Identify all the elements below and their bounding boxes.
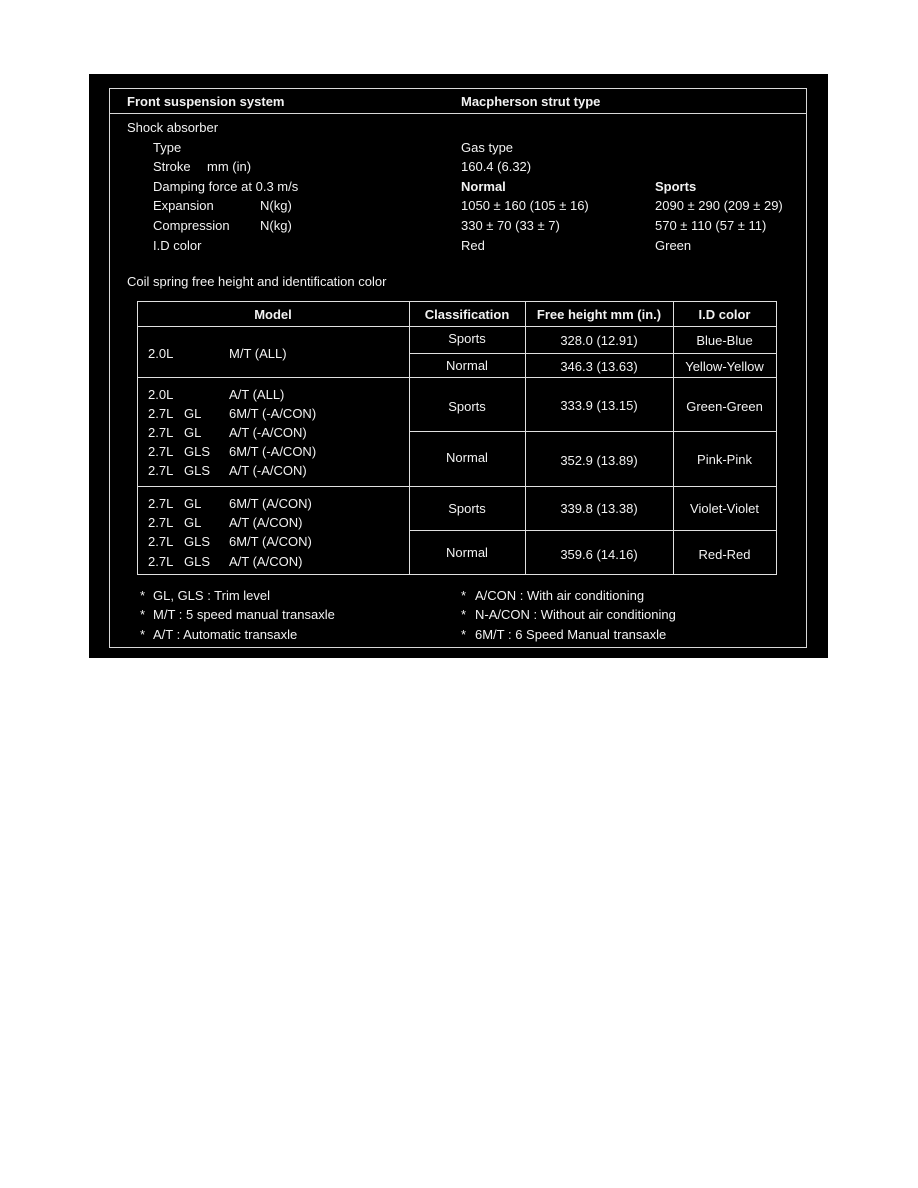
id-color-sports: Green	[655, 238, 692, 253]
model-trim: GLS	[184, 554, 211, 569]
model-engine: 2.7L	[148, 444, 174, 459]
compression-label: Compression	[153, 218, 230, 233]
damping-label: Damping force at 0.3 m/s	[153, 179, 299, 194]
note-bullet: *	[461, 627, 467, 642]
table-border-right	[776, 301, 777, 575]
model-transaxle: 6M/T (-A/CON)	[229, 444, 317, 459]
id-color-label: I.D color	[153, 238, 202, 253]
model-transaxle: M/T (ALL)	[229, 346, 287, 361]
model-engine: 2.7L	[148, 534, 174, 549]
id-color-normal: Red	[461, 238, 485, 253]
id-color-cell: Pink-Pink	[697, 452, 752, 467]
model-engine: 2.7L	[148, 425, 174, 440]
free-height-cell: 352.9 (13.89)	[560, 453, 638, 468]
table-border-top	[137, 301, 777, 302]
model-transaxle: 6M/T (A/CON)	[229, 496, 312, 511]
table-group-divider	[137, 486, 777, 487]
col-header-model: Model	[254, 307, 292, 322]
model-trim: GL	[184, 406, 202, 421]
note-bullet: *	[461, 588, 467, 603]
stroke-value: 160.4 (6.32)	[461, 159, 532, 174]
note-text: 6M/T : 6 Speed Manual transaxle	[475, 627, 667, 642]
free-height-cell: 333.9 (13.15)	[560, 398, 638, 413]
coil-title: Coil spring free height and identification color	[127, 274, 387, 289]
note-text: N-A/CON : Without air conditioning	[475, 607, 676, 622]
model-trim: GL	[184, 496, 202, 511]
note-text: A/CON : With air conditioning	[475, 588, 645, 603]
stroke-unit: mm (in)	[207, 159, 252, 174]
free-height-cell: 339.8 (13.38)	[560, 501, 638, 516]
table-border-left	[137, 301, 138, 575]
model-trim: GL	[184, 515, 202, 530]
note-text: M/T : 5 speed manual transaxle	[153, 607, 335, 622]
model-transaxle: A/T (ALL)	[229, 387, 285, 402]
table-border-bottom	[137, 574, 777, 575]
note-bullet: *	[461, 607, 467, 622]
classification-cell: Sports	[448, 331, 486, 346]
model-transaxle: A/T (-A/CON)	[229, 463, 307, 478]
header-system: Front suspension system	[127, 94, 285, 109]
model-engine: 2.0L	[148, 346, 174, 361]
model-engine: 2.0L	[148, 387, 174, 402]
note-text: A/T : Automatic transaxle	[153, 627, 298, 642]
stroke-label: Stroke	[153, 159, 191, 174]
classification-cell: Normal	[446, 545, 488, 560]
table-row-divider	[409, 530, 777, 531]
model-engine: 2.7L	[148, 554, 174, 569]
id-color-cell: Red-Red	[698, 547, 751, 562]
type-value: Gas type	[461, 140, 514, 155]
model-trim: GLS	[184, 463, 211, 478]
compression-unit: N(kg)	[260, 218, 292, 233]
header-type: Macpherson strut type	[461, 94, 601, 109]
note-text: GL, GLS : Trim level	[153, 588, 271, 603]
compression-normal: 330 ± 70 (33 ± 7)	[461, 218, 560, 233]
model-trim: GL	[184, 425, 202, 440]
classification-cell: Sports	[448, 501, 486, 516]
model-engine: 2.7L	[148, 496, 174, 511]
expansion-label: Expansion	[153, 198, 214, 213]
table-row-divider	[409, 353, 777, 354]
compression-sports: 570 ± 110 (57 ± 11)	[655, 218, 767, 233]
id-color-cell: Yellow-Yellow	[685, 359, 764, 374]
model-trim: GLS	[184, 534, 211, 549]
table-group-divider	[137, 377, 777, 378]
normal-heading: Normal	[461, 179, 506, 194]
model-transaxle: 6M/T (-A/CON)	[229, 406, 317, 421]
model-transaxle: 6M/T (A/CON)	[229, 534, 312, 549]
model-transaxle: A/T (-A/CON)	[229, 425, 307, 440]
spec-panel	[89, 74, 828, 658]
sports-heading: Sports	[655, 179, 697, 194]
col-header-classification: Classification	[424, 307, 510, 322]
classification-cell: Sports	[448, 399, 486, 414]
type-label: Type	[153, 140, 182, 155]
expansion-normal: 1050 ± 160 (105 ± 16)	[461, 198, 589, 213]
header-divider	[109, 113, 807, 114]
classification-cell: Normal	[446, 450, 488, 465]
model-engine: 2.7L	[148, 406, 174, 421]
shock-title: Shock absorber	[127, 120, 219, 135]
free-height-cell: 328.0 (12.91)	[560, 333, 638, 348]
id-color-cell: Violet-Violet	[690, 501, 759, 516]
note-bullet: *	[140, 588, 146, 603]
model-trim: GLS	[184, 444, 211, 459]
note-bullet: *	[140, 607, 146, 622]
col-header-id-color: I.D color	[698, 307, 751, 322]
id-color-cell: Green-Green	[686, 399, 763, 414]
free-height-cell: 346.3 (13.63)	[560, 359, 638, 374]
id-color-cell: Blue-Blue	[696, 333, 753, 348]
model-transaxle: A/T (A/CON)	[229, 554, 303, 569]
expansion-sports: 2090 ± 290 (209 ± 29)	[655, 198, 783, 213]
free-height-cell: 359.6 (14.16)	[560, 547, 638, 562]
note-bullet: *	[140, 627, 146, 642]
table-header-divider	[137, 326, 777, 327]
table-row-divider	[409, 431, 777, 432]
model-engine: 2.7L	[148, 463, 174, 478]
model-engine: 2.7L	[148, 515, 174, 530]
col-header-free-height: Free height mm (in.)	[536, 307, 662, 322]
classification-cell: Normal	[446, 358, 488, 373]
expansion-unit: N(kg)	[260, 198, 292, 213]
model-transaxle: A/T (A/CON)	[229, 515, 303, 530]
